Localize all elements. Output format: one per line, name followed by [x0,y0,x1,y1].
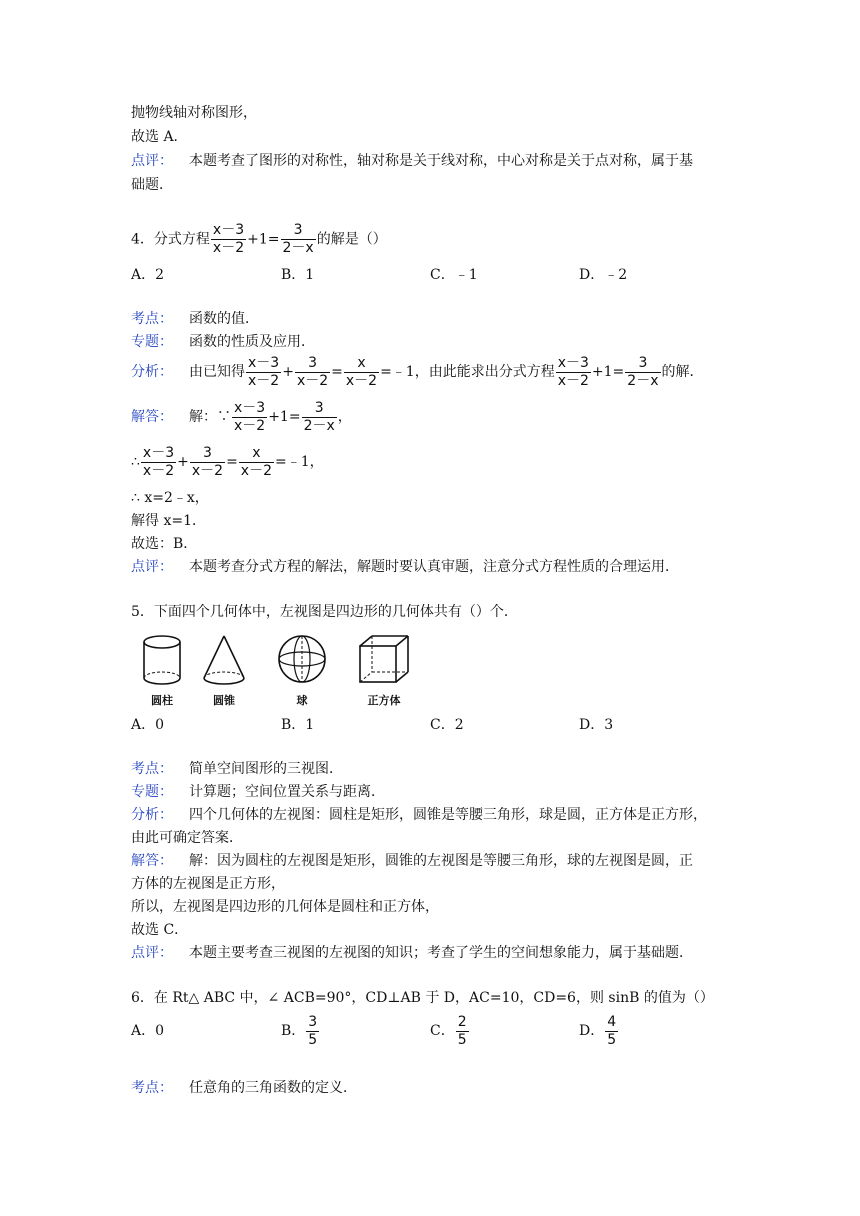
option-label: A． [131,1023,156,1039]
operator: = [331,364,343,380]
option-label: B． [281,717,306,733]
fraction-numerator: 3 [302,400,337,418]
option-label: D． [579,717,605,733]
fraction-denominator: x－2 [557,372,589,389]
operator: + [282,364,294,380]
option-label: A． [131,267,156,283]
fraction-numerator: x－3 [212,222,245,238]
fraction-denominator: x－2 [234,417,266,434]
kaodian-label: 考点： [131,761,173,777]
q4-stem [131,222,387,257]
fenxi-mid: =﹣1，由此能求出分式方程 [380,364,555,380]
fenxi-text: 四个几何体的左视图：圆柱是矩形，圆锥是等腰三角形，球是圆，正方体是正方形， [189,807,707,823]
option-value: 2 [454,717,464,733]
q4-stem-suffix: 的解是（） [316,231,387,248]
q5-fenxi [131,804,707,826]
q5-option-d [579,714,613,736]
fraction-numerator: x－3 [234,399,266,416]
fraction-denominator: x－2 [240,462,272,479]
jieda-text: 解：因为圆柱的左视图是矩形，圆锥的左视图是等腰三角形，球的左视图是圆，正 [189,853,693,869]
fraction [281,222,316,257]
q6-option-d [579,1012,619,1050]
fraction [211,222,246,257]
q5-fenxi-line-2: 由此可确定答案． [131,830,243,846]
q5-jieda-line-4: 故选 C． [131,922,189,938]
fenxi-prefix: 由已知得 [189,364,245,380]
option-value: 0 [155,1023,165,1039]
comment-text: 本题主要考查三视图的左视图的知识；考查了学生的空间想象能力，属于基础题． [189,945,693,961]
option-label: B． [281,267,306,283]
option-value: 1 [305,717,315,733]
cylinder-icon [138,632,186,690]
q4-option-b [281,264,314,286]
dianping-label: 点评： [131,153,173,169]
fraction-numerator: 3 [281,222,316,240]
option-label: C． [430,1023,455,1039]
fraction-numerator: 4 [607,1013,617,1030]
cone-icon [198,632,250,690]
dianping-label: 点评： [131,559,173,575]
cylinder-figure [131,632,193,708]
q3-comment-line-2: 础题． [131,177,173,193]
fraction-denominator: x－2 [345,372,378,389]
operator: + [177,454,189,470]
q3-line-1: 抛物线轴对称图形， [131,105,257,121]
fraction-numerator: x [239,445,274,463]
fraction [456,1014,469,1049]
q5-stem: 5．下面四个几何体中，左视图是四边形的几何体共有（）个． [131,604,518,620]
option-label: A． [131,717,156,733]
q4-comment [131,556,679,578]
operator: +1= [591,364,625,380]
fraction-denominator: x－2 [142,462,175,479]
q4-zhuanti [131,331,315,353]
jieda-prefix: 解：∵ [189,409,231,425]
kaodian-label: 考点： [131,1080,173,1096]
fenxi-label: 分析： [131,807,173,823]
q6-kaodian [131,1077,357,1099]
option-value: 2 [155,267,165,283]
cone-figure [193,632,255,708]
q4-stem-prefix: 4．分式方程 [131,231,210,248]
q4-option-c [430,264,478,286]
q4-step-3: 解得 x=1． [131,513,206,529]
q6-stem: 6．在 Rt△ ABC 中，∠ ACB=90°，CD⊥AB 于 D，AC=10，CD=6，则 sinB 的值为（） [131,990,714,1006]
option-label: B． [281,1023,306,1039]
fraction [306,1014,319,1049]
option-label: C． [430,717,455,733]
fraction-denominator: 2－x [282,240,314,256]
q6-option-c [430,1012,470,1050]
option-value: 0 [155,717,165,733]
q5-zhuanti [131,781,385,803]
fraction [190,445,225,480]
fraction-denominator: 5 [457,1031,467,1048]
q6-option-b [281,1012,320,1050]
option-label: D． [579,1023,605,1039]
zhuanti-text: 计算题；空间位置关系与距离． [189,784,385,800]
zhuanti-label: 专题： [131,784,173,800]
fraction-numerator: x [344,355,379,373]
sphere-figure [271,632,333,708]
q4-option-a [131,264,164,286]
step-tail: =﹣1， [275,454,324,470]
fraction-denominator: 5 [607,1031,617,1048]
q5-jieda [131,850,693,872]
solid-figures [131,632,431,708]
fraction [302,400,337,435]
kaodian-label: 考点： [131,311,173,327]
fraction [295,355,330,390]
fraction-denominator: 5 [308,1031,318,1048]
option-label: C． [430,267,455,283]
fenxi-suffix: 的解． [661,364,704,380]
fraction-denominator: x－2 [212,240,245,256]
option-value: 1 [305,267,315,283]
comment-text: 本题考查分式方程的解法，解题时要认真审题，注意分式方程性质的合理运用． [189,559,679,575]
fraction-numerator: x－3 [557,354,589,371]
operator: +1= [247,231,280,248]
cube-icon [356,632,412,690]
q4-option-d [579,264,627,286]
cube-figure [353,632,415,708]
fraction [605,1014,618,1049]
fraction [556,355,591,390]
kaodian-text: 函数的值． [189,311,259,327]
fenxi-label: 分析： [131,364,173,380]
fraction-numerator: 2 [457,1013,467,1030]
q3-comment [131,150,693,172]
q5-option-b [281,714,314,736]
zhuanti-label: 专题： [131,334,173,350]
fraction [232,400,267,435]
fraction-denominator: 2－x [627,372,659,389]
fraction [141,445,176,480]
option-value: ﹣1 [454,267,478,283]
figure-label: 球 [296,694,308,707]
therefore-symbol: ∴ [131,454,140,470]
q5-kaodian [131,758,343,780]
q5-jieda-line-3: 所以，左视图是四边形的几何体是圆柱和正方体， [131,899,439,915]
q4-fenxi [131,354,704,390]
figure-label: 正方体 [367,694,401,707]
fraction [344,355,379,390]
sphere-icon [273,632,331,690]
option-label: D． [579,267,605,283]
dianping-label: 点评： [131,945,173,961]
fraction-denominator: 2－x [303,417,335,434]
fraction-numerator: 3 [190,445,225,463]
fraction-numerator: x－3 [142,444,175,461]
operator: +1= [268,409,301,425]
operator: = [226,454,238,470]
figure-label: 圆锥 [213,694,235,707]
q4-step-1 [131,444,324,480]
option-value: 3 [604,717,614,733]
fraction-denominator: x－2 [296,372,329,389]
q3-line-2: 故选 A． [131,129,188,145]
fraction [246,355,281,390]
q4-jieda [131,399,352,435]
fraction-denominator: x－2 [191,462,224,479]
jieda-label: 解答： [131,409,173,425]
q4-step-2: ∴ x=2﹣x， [131,490,209,506]
fraction-numerator: 3 [625,355,660,373]
q4-kaodian [131,308,259,330]
kaodian-text: 任意角的三角函数的定义． [189,1080,357,1096]
zhuanti-text: 函数的性质及应用． [189,334,315,350]
comma: ， [337,409,352,425]
q5-option-c [430,714,464,736]
fraction-denominator: x－2 [248,372,280,389]
kaodian-text: 简单空间图形的三视图． [189,761,343,777]
q6-option-a [131,1012,164,1050]
option-value: ﹣2 [604,267,628,283]
q5-option-a [131,714,164,736]
fraction-numerator: x－3 [248,354,280,371]
fraction [625,355,660,390]
q3-comment-text: 本题考查了图形的对称性，轴对称是关于线对称，中心对称是关于点对称，属于基 [189,153,693,169]
fraction-numerator: 3 [308,1013,318,1030]
q5-comment [131,942,693,964]
jieda-label: 解答： [131,853,173,869]
fraction [239,445,274,480]
q5-jieda-line-2: 方体的左视图是正方形， [131,876,285,892]
fraction-numerator: 3 [295,355,330,373]
figure-label: 圆柱 [151,694,173,707]
q4-step-4: 故选：B． [131,536,198,552]
